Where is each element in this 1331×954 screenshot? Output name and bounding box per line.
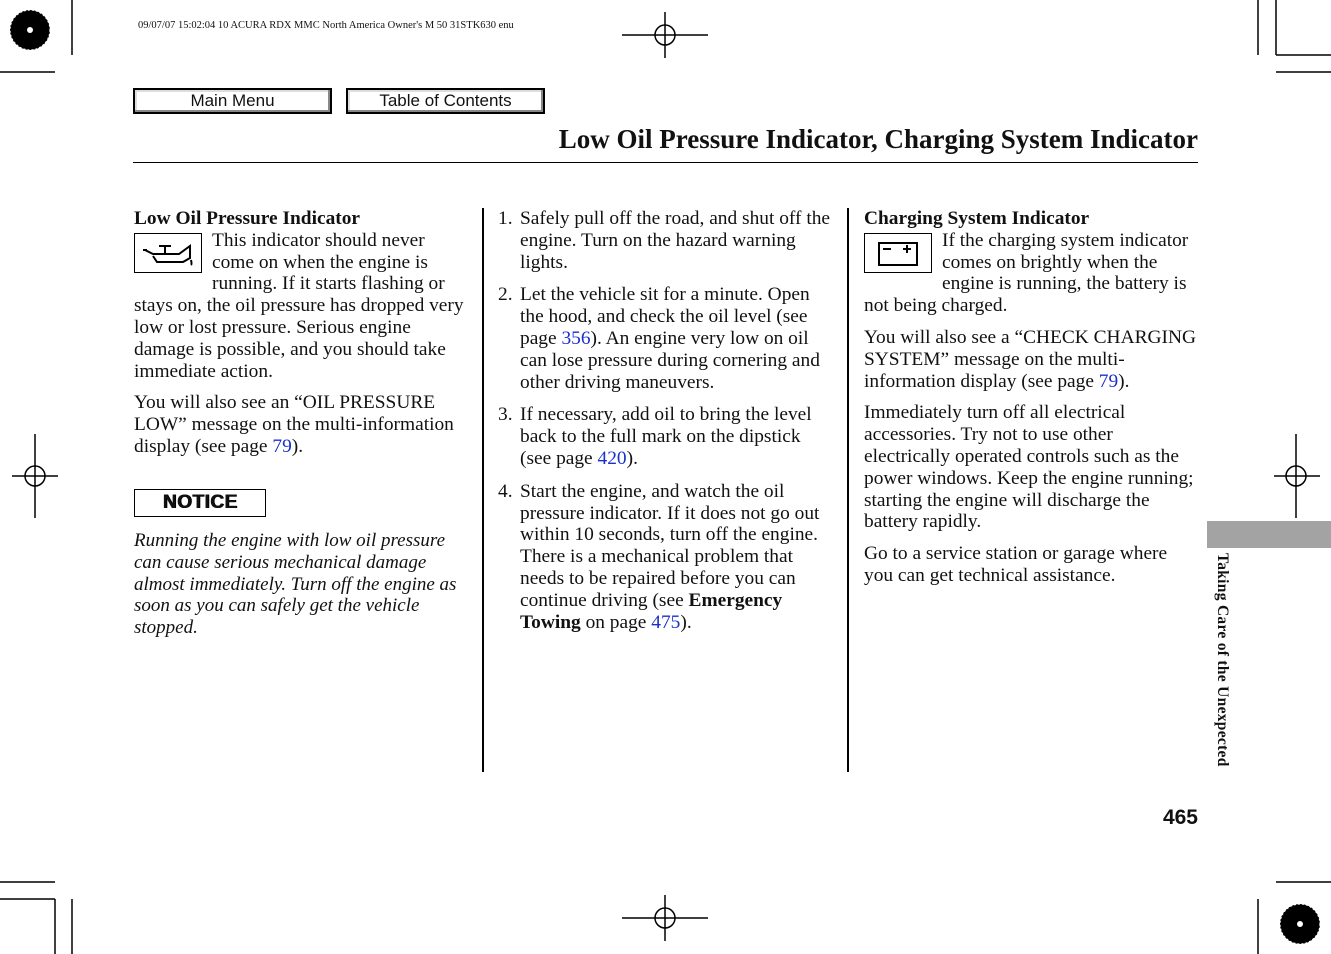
step-text: Safely pull off the road, and shut off the engine. Turn on the hazard warning lights. [520,208,831,273]
print-metadata: 09/07/07 15:02:04 10 ACURA RDX MMC North America Owner's M 50 31STK630 enu [138,20,514,31]
oil-can-icon [134,233,202,273]
main-menu-button[interactable]: Main Menu [133,88,332,114]
oil-pressure-description: This indicator should never come on when the engine is running. If it starts flashing or stays on, the oil pressure has dropped very low or lost pressure. Serious engine damage is possible, and you should take immediate action. [134,229,464,382]
oil-message-end: ). [291,435,304,457]
column-charging-system [864,208,1198,597]
list-item [498,481,834,634]
step-number: 1. [498,208,513,229]
battery-icon [864,233,932,273]
notice-body: Running the engine with low oil pressure can cause serious mechanical damage almost immediately. Turn off the engine as soon as you can safely get the vehicle stopped. [134,530,457,639]
page-79-link[interactable]: 79 [1098,370,1119,392]
step-text: ). An engine very low on oil can lose pressure during cornering and other driving maneuvers. [520,327,820,393]
step-text: Let the vehicle sit for a minute. Open the hood, and check the oil level (see page [520,284,810,349]
oil-pressure-heading: Low Oil Pressure Indicator [134,208,361,229]
column-divider-2 [847,208,849,772]
emergency-towing-ref: Emergency Towing [520,589,783,633]
table-of-contents-button[interactable]: Table of Contents [346,88,545,114]
charging-instructions: Immediately turn off all electrical accessories. Try not to use other electrically operated controls such as the power windows. Keep the engine running; starting the engine will discharge the battery rapidly. [864,402,1194,533]
charging-message-end: ). [1118,370,1130,392]
step-text: If necessary, add oil to bring the level back to the full mark on the dipstick (see page [520,404,812,469]
notice-text: NOTICE [162,492,238,513]
oil-message-text: You will also see an “OIL PRESSURE LOW” message on the multi-information display (see page [134,392,454,457]
service-advice: Go to a service station or garage where you can get technical assistance. [864,543,1168,586]
step-number: 3. [498,404,513,426]
page-356-link[interactable]: 356 [561,327,591,349]
column-steps [498,208,834,644]
step-text: on page [580,611,652,633]
title-divider [133,162,1198,163]
steps-list [498,208,834,633]
step-text: ). [626,447,638,469]
list-item [498,284,834,393]
notice-label [134,489,266,517]
step-text: ). [680,611,692,633]
page-420-link[interactable]: 420 [597,447,627,469]
charging-system-heading: Charging System Indicator [864,208,1090,229]
column-oil-pressure [134,208,470,468]
step-text: Start the engine, and watch the oil pressure indicator. If it does not go out within 10 seconds, turn off the engine. There is a mechanical problem that needs to be repaired before you can continue driving (see [520,480,820,611]
section-tab[interactable] [1207,521,1331,548]
charging-description: If the charging system indicator comes on brightly when the engine is running, the battery is not being charged. [864,229,1189,317]
page-475-link[interactable]: 475 [651,611,681,633]
step-number: 4. [498,480,513,502]
section-label: Taking Care of the Unexpected [1214,553,1231,767]
list-item [498,404,834,469]
column-divider-1 [482,208,484,772]
list-item [498,208,834,273]
charging-message-text: You will also see a “CHECK CHARGING SYSTEM” message on the multi-information display (see page [864,326,1196,392]
page-title: Low Oil Pressure Indicator, Charging System Indicator [558,124,1198,154]
page-number: 465 [1162,806,1198,829]
step-number: 2. [498,284,513,306]
page-79-link[interactable]: 79 [272,435,292,457]
